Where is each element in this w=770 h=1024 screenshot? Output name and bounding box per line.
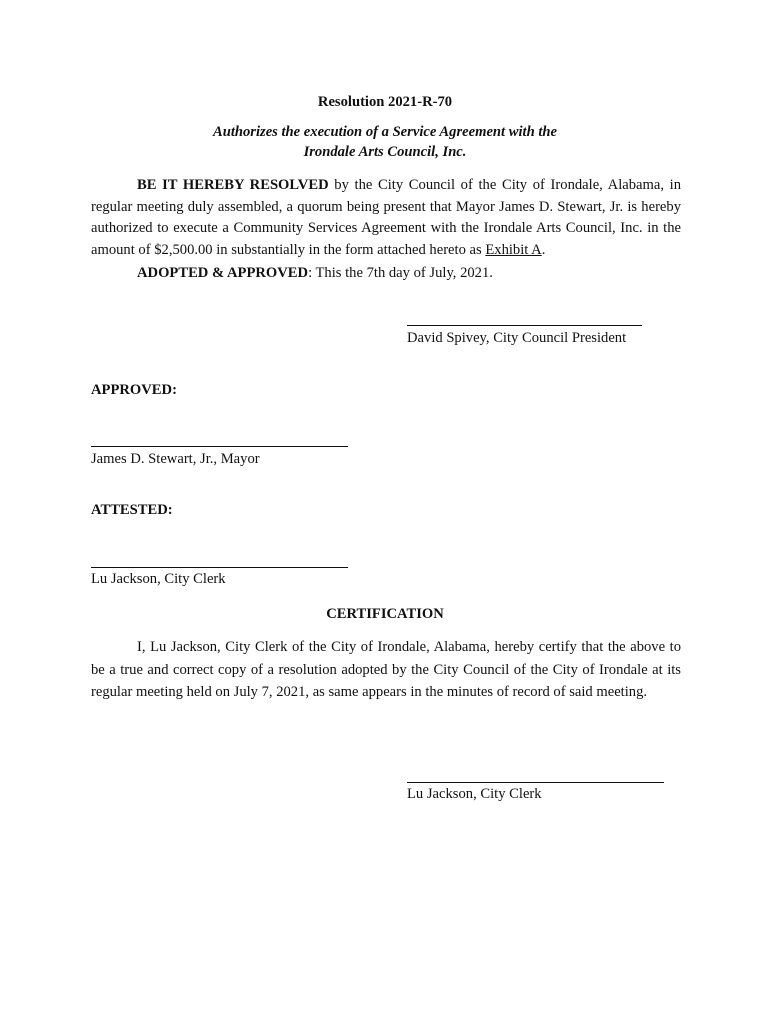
- mayor-signature-line: [91, 446, 348, 447]
- attested-heading: ATTESTED:: [91, 502, 173, 518]
- subtitle-line-2: Irondale Arts Council, Inc.: [303, 144, 467, 160]
- exhibit-a-link[interactable]: Exhibit A: [485, 241, 542, 258]
- subtitle-line-1: Authorizes the execution of a Service Agreement with the: [212, 124, 558, 140]
- certification-heading: CERTIFICATION: [326, 606, 444, 622]
- resolved-paragraph: [91, 175, 681, 261]
- resolved-text: by the City Council of the City of Irondale, Alabama, in regular meeting duly assembled, a quorum being present that Mayor James D. Stewart, Jr. is hereby authorized to execute a Community Services Agreement with the Irondale Arts Council, Inc. in the amount of $2,500.00 in substantially in the form attached hereto as: [91, 177, 681, 258]
- adopted-text: : This the 7th day of July, 2021.: [308, 265, 493, 281]
- approved-heading: APPROVED:: [91, 382, 177, 398]
- president-signature-line: [407, 325, 642, 326]
- mayor-name: James D. Stewart, Jr., Mayor: [91, 451, 260, 467]
- adopted-line: [137, 263, 493, 284]
- clerk-signature-line: [91, 567, 348, 568]
- adopted-lead: ADOPTED & APPROVED: [137, 265, 309, 281]
- president-name: David Spivey, City Council President: [407, 330, 627, 346]
- resolved-lead: BE IT HEREBY RESOLVED: [137, 177, 329, 193]
- certification-signer: Lu Jackson, City Clerk: [407, 786, 542, 802]
- resolved-end: .: [541, 241, 546, 258]
- certification-signature-line: [407, 782, 664, 783]
- resolution-subtitle: [0, 122, 770, 162]
- certification-paragraph: I, Lu Jackson, City Clerk of the City of Irondale, Alabama, hereby certify that the above to be a true and correct copy of a resolution adopted by the City Council of the City of Irondale at its regular meeting held on July 7, 2021, as same appears in the minutes of record of said meeting.: [91, 639, 681, 700]
- resolution-title: Resolution 2021-R-70: [317, 94, 453, 110]
- clerk-name: Lu Jackson, City Clerk: [91, 571, 226, 587]
